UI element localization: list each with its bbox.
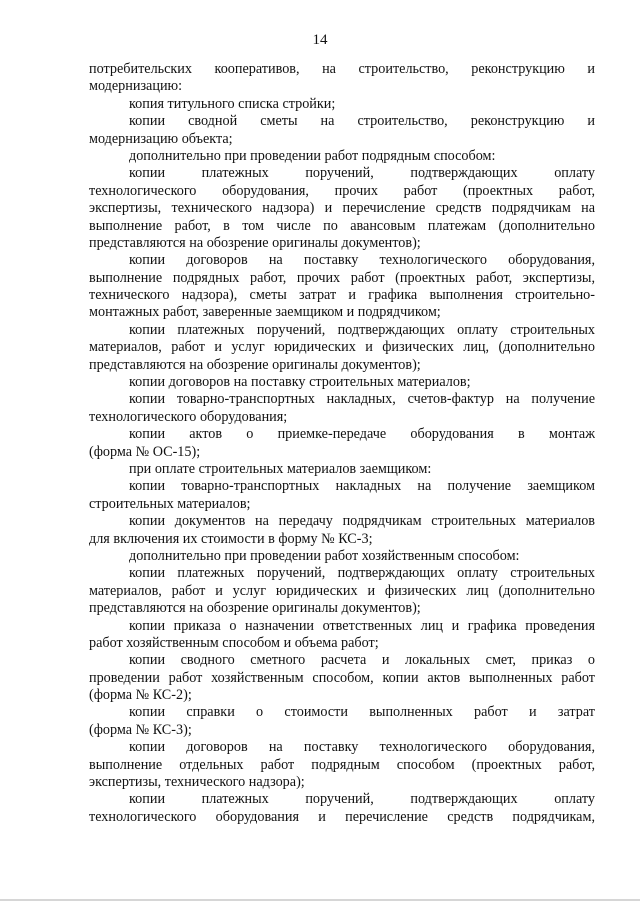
text-line: технологического оборудования, прочих работ (проектных работ, bbox=[89, 182, 595, 199]
text-line: представляются на обозрение оригиналы документов); bbox=[89, 356, 421, 373]
text-line: копия титульного списка стройки; bbox=[129, 95, 336, 112]
text-line: копии платежных поручений, подтверждающих оплату bbox=[129, 165, 595, 182]
text-line: технологического оборудования и перечисление средств подрядчикам, bbox=[89, 808, 595, 825]
page-number: 14 bbox=[312, 32, 328, 48]
text-line: копии сводной сметы на строительство, реконструкцию и bbox=[129, 113, 595, 130]
text-line: копии документов на передачу подрядчикам строительных материалов bbox=[129, 513, 595, 530]
text-line: копии договоров на поставку технологического оборудования, bbox=[129, 252, 595, 269]
text-line: (форма № ОС-15); bbox=[89, 443, 201, 460]
text-line: (форма № КС-2); bbox=[89, 687, 192, 704]
text-line: экспертизы, технического надзора); bbox=[89, 774, 305, 791]
text-line: выполнение отдельных работ подрядным способом (проектных работ, bbox=[89, 756, 595, 773]
text-line: материалов, работ и услуг юридических и физических лиц (дополнительно bbox=[89, 582, 595, 599]
text-line: строительных материалов; bbox=[89, 495, 251, 512]
text-line: копии договоров на поставку технологического оборудования, bbox=[129, 739, 595, 756]
text-line: выполнение работ, в том числе по авансовым платежам (дополнительно bbox=[89, 217, 595, 234]
text-line: модернизацию: bbox=[89, 78, 183, 95]
text-line: копии справки о стоимости выполненных работ и затрат bbox=[129, 704, 595, 721]
text-line: при оплате строительных материалов заемщиком: bbox=[129, 460, 432, 477]
text-line: представляются на обозрение оригиналы документов); bbox=[89, 600, 421, 617]
page-bottom-edge bbox=[0, 899, 640, 901]
text-line: для включения их стоимости в форму № КС-3; bbox=[89, 530, 373, 547]
text-line: материалов, работ и услуг юридических и физических лиц, (дополнительно bbox=[89, 339, 595, 356]
text-line: копии сводного сметного расчета и локальных смет, приказ о bbox=[129, 652, 595, 669]
text-line: копии договоров на поставку строительных материалов; bbox=[129, 374, 471, 391]
text-line: монтажных работ, заверенные заемщиком и подрядчиком; bbox=[89, 304, 441, 321]
text-line: копии платежных поручений, подтверждающих оплату bbox=[129, 791, 595, 808]
text-line: копии товарно-транспортных накладных на получение заемщиком bbox=[129, 478, 595, 495]
text-line: проведении работ хозяйственным способом, копии актов выполненных работ bbox=[89, 669, 595, 686]
text-line: экспертизы, технического надзора) и перечисление средств подрядчикам на bbox=[89, 200, 595, 217]
text-line: дополнительно при проведении работ хозяйственным способом: bbox=[129, 547, 520, 564]
text-line: потребительских кооперативов, на строительство, реконструкцию и bbox=[89, 61, 595, 77]
text-line: представляются на обозрение оригиналы документов); bbox=[89, 234, 421, 251]
text-line: копии приказа о назначении ответственных лиц и графика проведения bbox=[129, 617, 595, 634]
text-line: технического надзора), сметы затрат и графика выполнения строительно- bbox=[89, 287, 595, 304]
text-line: модернизацию объекта; bbox=[89, 130, 233, 147]
text-line: копии актов о приемке-передаче оборудования в монтаж bbox=[129, 426, 595, 443]
text-line: копии товарно-транспортных накладных, счетов-фактур на получение bbox=[129, 391, 595, 408]
text-line: выполнение подрядных работ, прочих работ (проектных работ, экспертизы, bbox=[89, 269, 595, 286]
text-line: технологического оборудования; bbox=[89, 408, 288, 425]
text-line: работ хозяйственным способом и объема работ; bbox=[89, 634, 379, 651]
text-line: копии платежных поручений, подтверждающих оплату строительных bbox=[129, 565, 595, 582]
text-line: (форма № КС-3); bbox=[89, 721, 192, 738]
text-line: дополнительно при проведении работ подрядным способом: bbox=[129, 147, 496, 164]
text-line: копии платежных поручений, подтверждающих оплату строительных bbox=[129, 321, 595, 338]
document-body bbox=[89, 61, 595, 826]
